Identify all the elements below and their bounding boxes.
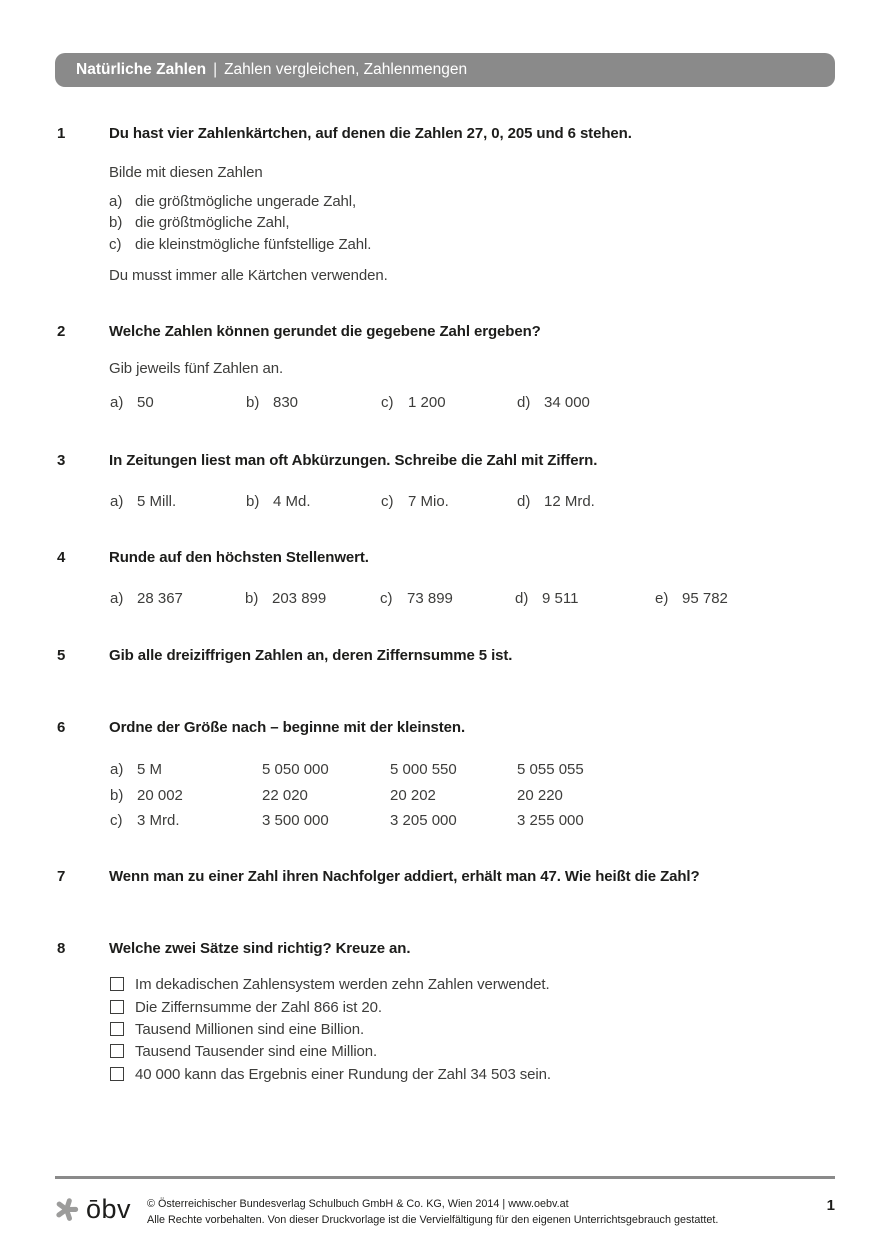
exercise-number: 8	[57, 940, 66, 957]
option	[246, 394, 298, 411]
item-text: die kleinstmögliche fünfstellige Zahl.	[135, 236, 372, 253]
option-label: c)	[381, 493, 394, 510]
row-value: 5 M	[137, 761, 163, 778]
item-label: a)	[109, 193, 123, 210]
option-value: 7 Mio.	[408, 493, 449, 510]
checkbox[interactable]	[110, 977, 124, 991]
exercise-intro: Bilde mit diesen Zahlen	[109, 164, 263, 181]
option-value: 5 Mill.	[137, 493, 177, 510]
checkbox-row	[110, 999, 382, 1016]
row-value: 20 220	[517, 787, 563, 804]
row-label: b)	[110, 787, 124, 804]
exercise-number: 2	[57, 323, 66, 340]
checkbox-label: Tausend Tausender sind eine Million.	[135, 1043, 378, 1060]
exercise-title: In Zeitungen liest man oft Abkürzungen. Schreibe die Zahl mit Ziffern.	[109, 452, 598, 469]
checkbox[interactable]	[110, 1022, 124, 1036]
option	[245, 590, 326, 607]
row-value: 5 055 055	[517, 761, 584, 778]
exercise-title: Wenn man zu einer Zahl ihren Nachfolger addiert, erhält man 47. Wie heißt die Zahl?	[109, 868, 700, 885]
exercise-intro: Gib jeweils fünf Zahlen an.	[109, 360, 284, 377]
oebv-logo-text: ōbv	[86, 1194, 132, 1224]
row-value: 3 255 000	[517, 812, 584, 829]
option-label: a)	[110, 394, 124, 411]
exercise-title: Ordne der Größe nach – beginne mit der kleinsten.	[109, 719, 466, 736]
option	[515, 590, 578, 607]
exercise-number: 3	[57, 452, 66, 469]
option-label: d)	[517, 394, 531, 411]
row-label: a)	[110, 761, 124, 778]
option-label: a)	[110, 590, 124, 607]
exercise-title: Gib alle dreiziffrigen Zahlen an, deren Ziffernsumme 5 ist.	[109, 647, 513, 664]
option-value: 12 Mrd.	[544, 493, 595, 510]
row-value: 3 205 000	[390, 812, 457, 829]
footer-divider	[55, 1176, 835, 1179]
option	[517, 493, 595, 510]
checkbox-label: 40 000 kann das Ergebnis einer Rundung der Zahl 34 503 sein.	[135, 1066, 551, 1083]
row-value: 5 000 550	[390, 761, 457, 778]
exercise-outro: Du musst immer alle Kärtchen verwenden.	[109, 267, 388, 284]
option	[110, 394, 154, 411]
checkbox-row	[110, 1021, 364, 1038]
option	[517, 394, 590, 411]
exercise-title: Runde auf den höchsten Stellenwert.	[109, 549, 369, 566]
option-value: 34 000	[544, 394, 590, 411]
header-bar	[55, 53, 835, 87]
option-value: 73 899	[407, 590, 453, 607]
option-label: b)	[245, 590, 259, 607]
exercise-number: 7	[57, 868, 66, 885]
option-label: d)	[515, 590, 529, 607]
option-label: c)	[381, 394, 394, 411]
checkbox-label: Im dekadischen Zahlensystem werden zehn Zahlen verwendet.	[135, 976, 550, 993]
option	[380, 590, 453, 607]
row-value: 20 202	[390, 787, 436, 804]
row-value: 3 Mrd.	[137, 812, 180, 829]
option-label: e)	[655, 590, 669, 607]
checkbox[interactable]	[110, 1044, 124, 1058]
oebv-star-icon	[53, 1196, 80, 1223]
page-number: 1	[826, 1197, 835, 1214]
option-value: 830	[273, 394, 299, 411]
option-value: 50	[137, 394, 154, 411]
option-label: c)	[380, 590, 393, 607]
header-title: Natürliche Zahlen	[76, 61, 207, 78]
row-value: 5 050 000	[262, 761, 329, 778]
option-value: 9 511	[542, 590, 579, 607]
oebv-logo	[53, 1196, 131, 1223]
item-text: die größtmögliche ungerade Zahl,	[135, 193, 357, 210]
exercise-title: Welche Zahlen können gerundet die gegebene Zahl ergeben?	[109, 323, 541, 340]
option	[246, 493, 311, 510]
row-label: c)	[110, 812, 123, 829]
checkbox[interactable]	[110, 1067, 124, 1081]
checkbox[interactable]	[110, 1000, 124, 1014]
checkbox-label: Die Ziffernsumme der Zahl 866 ist 20.	[135, 999, 382, 1016]
option	[381, 394, 446, 411]
item-label: b)	[109, 214, 123, 231]
checkbox-row	[110, 1043, 377, 1060]
option-label: b)	[246, 394, 260, 411]
checkbox-label: Tausend Millionen sind eine Billion.	[135, 1021, 365, 1038]
option-value: 95 782	[682, 590, 728, 607]
exercise-number: 6	[57, 719, 66, 736]
option-value: 1 200	[408, 394, 446, 411]
exercise-number: 1	[57, 125, 66, 142]
option	[655, 590, 728, 607]
exercise-title: Welche zwei Sätze sind richtig? Kreuze an.	[109, 940, 411, 957]
checkbox-row	[110, 976, 550, 993]
exercise-number: 5	[57, 647, 66, 664]
row-value: 3 500 000	[262, 812, 329, 829]
option-label: a)	[110, 493, 124, 510]
row-value: 20 002	[137, 787, 183, 804]
option-label: d)	[517, 493, 531, 510]
option-label: b)	[246, 493, 260, 510]
row-value: 22 020	[262, 787, 308, 804]
header-separator: |	[213, 61, 218, 78]
header-subtitle: Zahlen vergleichen, Zahlenmengen	[224, 61, 468, 78]
copyright-line-2: Alle Rechte vorbehalten. Von dieser Druckvorlage ist die Vervielfältigung für den eigenen Unterrichtsgebrauch gestattet.	[147, 1214, 719, 1226]
option	[110, 493, 176, 510]
option	[110, 590, 183, 607]
exercise-title: Du hast vier Zahlenkärtchen, auf denen die Zahlen 27, 0, 205 und 6 stehen.	[109, 125, 632, 142]
exercise-number: 4	[57, 549, 66, 566]
option-value: 28 367	[137, 590, 183, 607]
option-value: 203 899	[272, 590, 327, 607]
option	[381, 493, 449, 510]
option-value: 4 Md.	[273, 493, 311, 510]
item-label: c)	[109, 236, 122, 253]
item-text: die größtmögliche Zahl,	[135, 214, 290, 231]
copyright-line-1: © Österreichischer Bundesverlag Schulbuch GmbH & Co. KG, Wien 2014 | www.oebv.at	[147, 1198, 569, 1210]
checkbox-row	[110, 1066, 551, 1083]
footer-copyright	[147, 1196, 718, 1228]
